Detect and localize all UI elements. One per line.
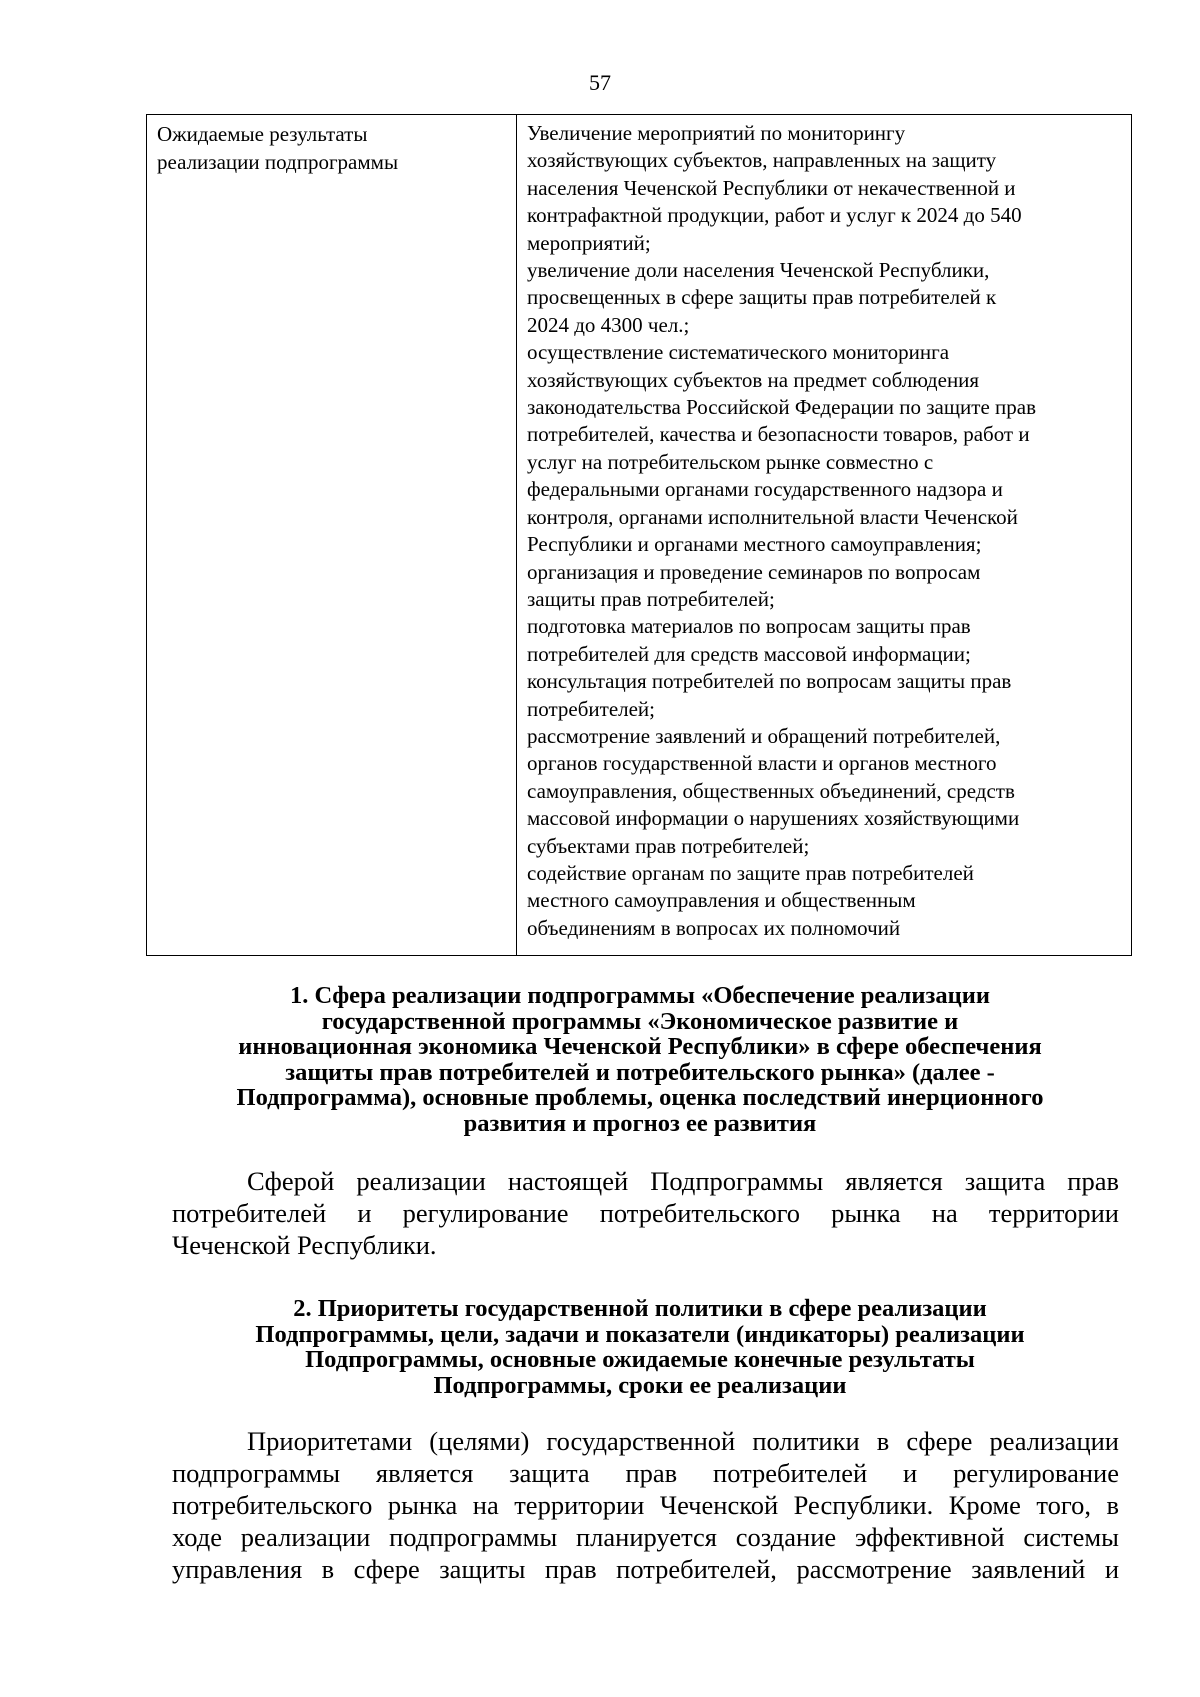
table-content-line: Увеличение мероприятий по мониторингу bbox=[527, 121, 906, 145]
table-content-line: объединениям в вопросах их полномочий bbox=[527, 915, 901, 940]
heading-line: Подпрограммы, основные ожидаемые конечные результаты bbox=[305, 1346, 975, 1374]
table-content-line: просвещенных в сфере защиты прав потребителей к bbox=[527, 285, 997, 310]
table-content-line: увеличение доли населения Чеченской Республики, bbox=[527, 258, 990, 283]
table-content-line: хозяйствующих субъектов, направленных на защиту bbox=[527, 148, 997, 173]
section-2-paragraph bbox=[172, 1425, 1119, 1585]
paragraph-line: Приоритетами (целями) государственной политики в сфере реализации bbox=[247, 1426, 1119, 1456]
table-label-line: реализации подпрограммы bbox=[157, 150, 399, 174]
paragraph-line: Чеченской Республики. bbox=[172, 1230, 437, 1260]
heading-line: Подпрограммы, цели, задачи и показатели (индикаторы) реализации bbox=[255, 1320, 1025, 1348]
heading-line: инновационная экономика Чеченской Республики» в сфере обеспечения bbox=[238, 1033, 1042, 1061]
paragraph-line: подпрограммы является защита прав потребителей и регулирование bbox=[172, 1458, 1119, 1488]
paragraph-line: Сферой реализации настоящей Подпрограммы является защита прав bbox=[247, 1166, 1119, 1196]
table-content-cell bbox=[517, 115, 1131, 955]
table-content-line: мероприятий; bbox=[527, 230, 651, 255]
table-content-line: местного самоуправления и общественным bbox=[527, 888, 916, 913]
paragraph-line: управления в сфере защиты прав потребителей, рассмотрение заявлений и bbox=[172, 1554, 1119, 1584]
table-content-line: субъектами прав потребителей; bbox=[527, 833, 810, 858]
results-table bbox=[146, 114, 1132, 956]
table-content-line: контроля, органами исполнительной власти Чеченской bbox=[527, 504, 1018, 529]
heading-line: развития и прогноз ее развития bbox=[463, 1109, 817, 1137]
heading-line: 2. Приоритеты государственной политики в сфере реализации bbox=[293, 1295, 987, 1322]
heading-line: Подпрограммы, сроки ее реализации bbox=[433, 1371, 847, 1399]
heading-line: государственной программы «Экономическое развитие и bbox=[321, 1007, 959, 1035]
page-number: 57 bbox=[589, 70, 611, 95]
table-content-line: рассмотрение заявлений и обращений потребителей, bbox=[527, 723, 1001, 748]
table-content-line: защиты прав потребителей; bbox=[527, 586, 775, 611]
table-content-line: контрафактной продукции, работ и услуг к 2024 до 540 bbox=[527, 203, 1022, 228]
section-1-paragraph bbox=[172, 1165, 1119, 1261]
table-content-line: федеральными органами государственного надзора и bbox=[527, 477, 1003, 502]
table-content-line: консультация потребителей по вопросам защиты прав bbox=[527, 669, 1012, 694]
table-content-line: организация и проведение семинаров по вопросам bbox=[527, 559, 981, 584]
table-content-line: потребителей для средств массовой информации; bbox=[527, 641, 971, 666]
table-content-line: 2024 до 4300 чел.; bbox=[527, 312, 690, 337]
section-1-heading bbox=[160, 983, 1120, 1137]
table-content-line: законодательства Российской Федерации по защите прав bbox=[527, 395, 1037, 420]
table-content-line: подготовка материалов по вопросам защиты прав bbox=[527, 614, 971, 639]
table-label-cell bbox=[147, 115, 517, 955]
table-content-line: населения Чеченской Республики от некачественной и bbox=[527, 175, 1016, 200]
heading-line: 1. Сфера реализации подпрограммы «Обеспечение реализации bbox=[290, 982, 990, 1009]
paragraph-line: потребителей и регулирование потребительского рынка на территории bbox=[172, 1198, 1119, 1228]
table-content-line: потребителей, качества и безопасности товаров, работ и bbox=[527, 422, 1030, 447]
heading-line: Подпрограмма), основные проблемы, оценка последствий инерционного bbox=[236, 1084, 1044, 1112]
table-content-line: содействие органам по защите прав потребителей bbox=[527, 860, 974, 885]
table-content-line: органов государственной власти и органов местного bbox=[527, 751, 997, 776]
paragraph-line: потребительского рынка на территории Чеченской Республики. Кроме того, в bbox=[172, 1490, 1119, 1520]
table-content-line: Республики и органами местного самоуправления; bbox=[527, 532, 982, 557]
table-content-line: хозяйствующих субъектов на предмет соблюдения bbox=[527, 367, 980, 392]
table-label-line: Ожидаемые результаты bbox=[157, 122, 368, 146]
table-content-line: услуг на потребительском рынке совместно с bbox=[527, 449, 934, 474]
table-content-line: осуществление систематического мониторинга bbox=[527, 340, 950, 365]
section-2-heading bbox=[160, 1296, 1120, 1398]
table-content-line: потребителей; bbox=[527, 696, 656, 721]
heading-line: защиты прав потребителей и потребительского рынка» (далее - bbox=[285, 1058, 995, 1086]
paragraph-line: ходе реализации подпрограммы планируется создание эффективной системы bbox=[172, 1522, 1119, 1552]
table-content-line: самоуправления, общественных объединений, средств bbox=[527, 778, 1015, 803]
table-content-line: массовой информации о нарушениях хозяйствующими bbox=[527, 806, 1020, 831]
